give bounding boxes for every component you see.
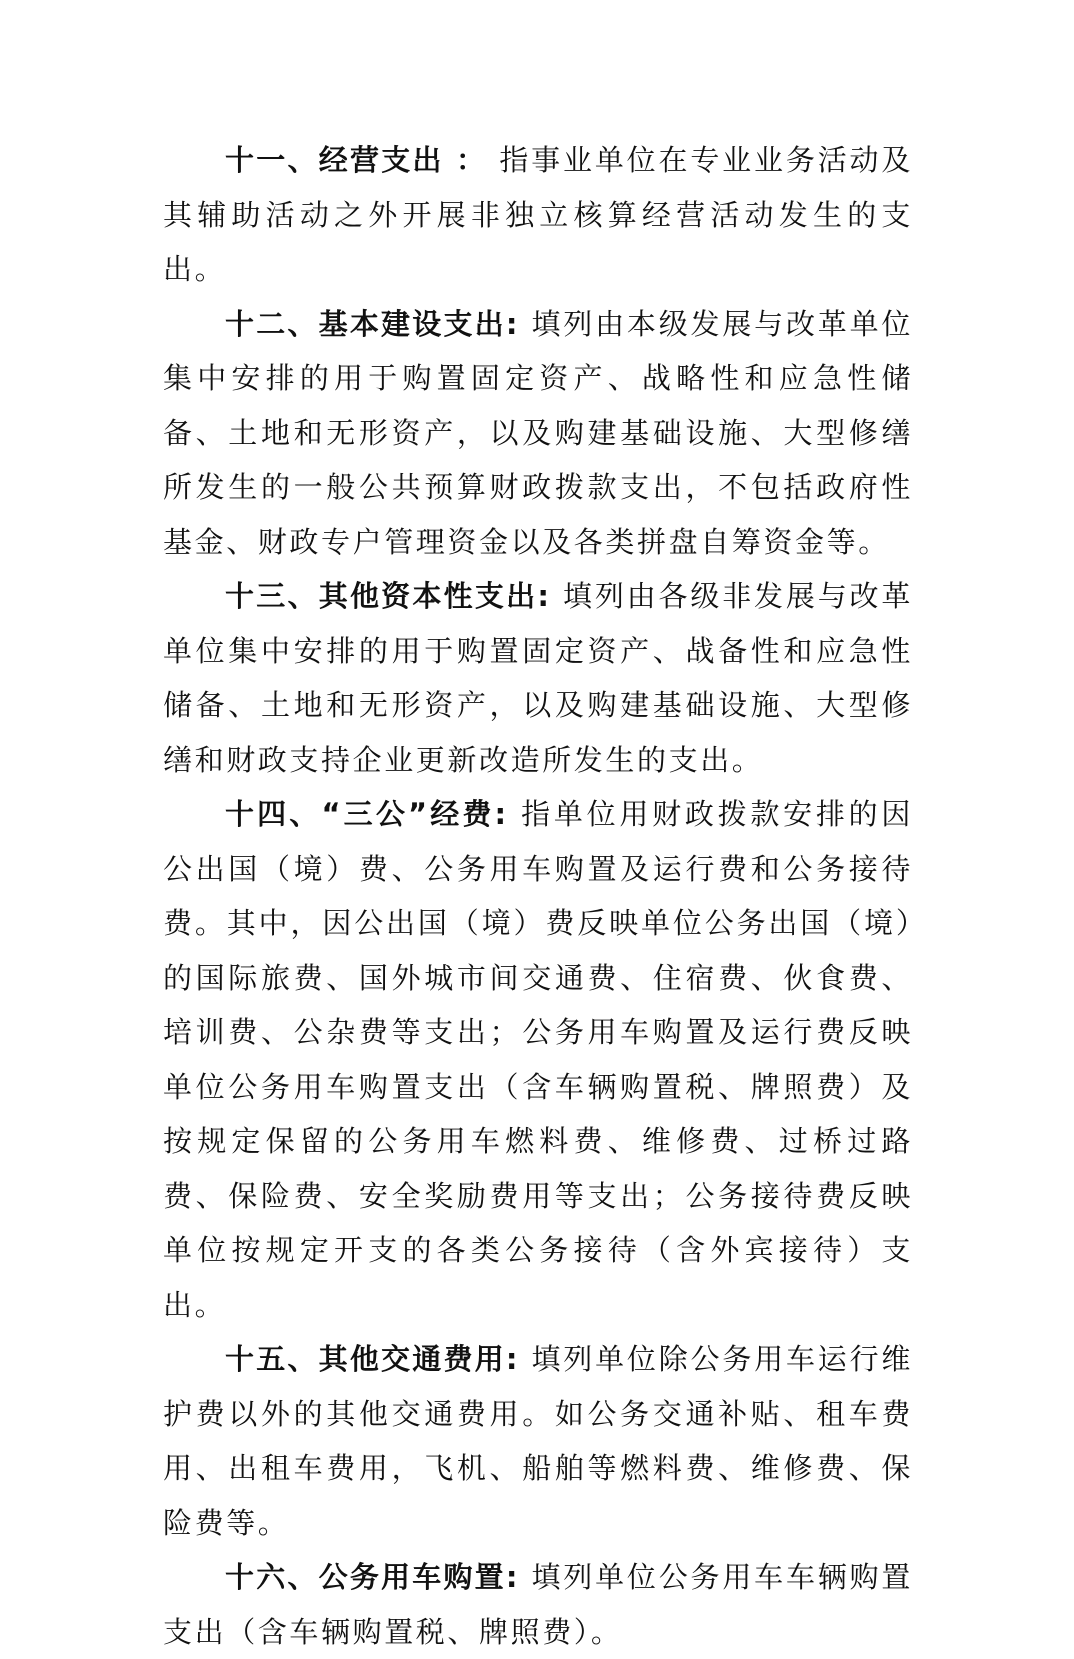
- definition-other-transport-costs: 填列单位除公务用车运行维护费以外的其他交通费用。如公务交通补贴、租车费用、出租车费用，飞机、船舶等燃料费、维修费、保险费等。: [163, 1342, 913, 1540]
- paragraph-operating-expenditure: [163, 133, 913, 297]
- document-page: [163, 133, 913, 1659]
- term-other-transport-costs: 十五、其他交通费用:: [225, 1342, 520, 1376]
- term-capital-construction-expenditure: 十二、基本建设支出:: [225, 306, 520, 341]
- definition-official-vehicle-purchase: 填列单位公务用车车辆购置支出（含车辆购置税、牌照费）。: [163, 1560, 913, 1649]
- definition-capital-construction-expenditure: 填列由本级发展与改革单位集中安排的用于购置固定资产、战略性和应急性储备、土地和无形资产，以及购建基础设施、大型修缮所发生的一般公共预算财政拨款支出，不包括政府性基金、财政专户管理资金以及各类拼盘自筹资金等。: [163, 306, 913, 559]
- paragraph-three-public-expenses: [163, 787, 913, 1332]
- paragraph-official-vehicle-purchase: [163, 1550, 913, 1659]
- term-operating-expenditure: 十一、经营支出 ：: [225, 143, 488, 177]
- term-official-vehicle-purchase: 十六、公务用车购置:: [225, 1560, 520, 1594]
- definition-other-capital-expenditure: 填列由各级非发展与改革单位集中安排的用于购置固定资产、战备性和应急性储备、土地和无形资产，以及购建基础设施、大型修缮和财政支持企业更新改造所发生的支出。: [163, 579, 913, 777]
- paragraph-other-transport-costs: [163, 1332, 913, 1550]
- definition-three-public-expenses: 指单位用财政拨款安排的因公出国（境）费、公务用车购置及运行费和公务接待费。其中，因公出国（境）费反映单位公务出国（境）的国际旅费、国外城市间交通费、住宿费、伙食费、培训费、公杂费等支出；公务用车购置及运行费反映单位公务用车购置支出（含车辆购置税、牌照费）及按规定保留的公务用车燃料费、维修费、过桥过路费、保险费、安全奖励费用等支出；公务接待费反映单位按规定开支的各类公务接待（含外宾接待）支出。: [163, 797, 914, 1322]
- term-three-public-expenses: 十四、“三公”经费:: [225, 797, 509, 831]
- term-other-capital-expenditure: 十三、其他资本性支出:: [225, 579, 551, 613]
- definition-operating-expenditure: 指事业单位在专业业务活动及其辅助活动之外开展非独立核算经营活动发生的支出。: [163, 143, 913, 286]
- paragraph-other-capital-expenditure: [163, 569, 913, 787]
- paragraph-capital-construction-expenditure: [163, 297, 913, 570]
